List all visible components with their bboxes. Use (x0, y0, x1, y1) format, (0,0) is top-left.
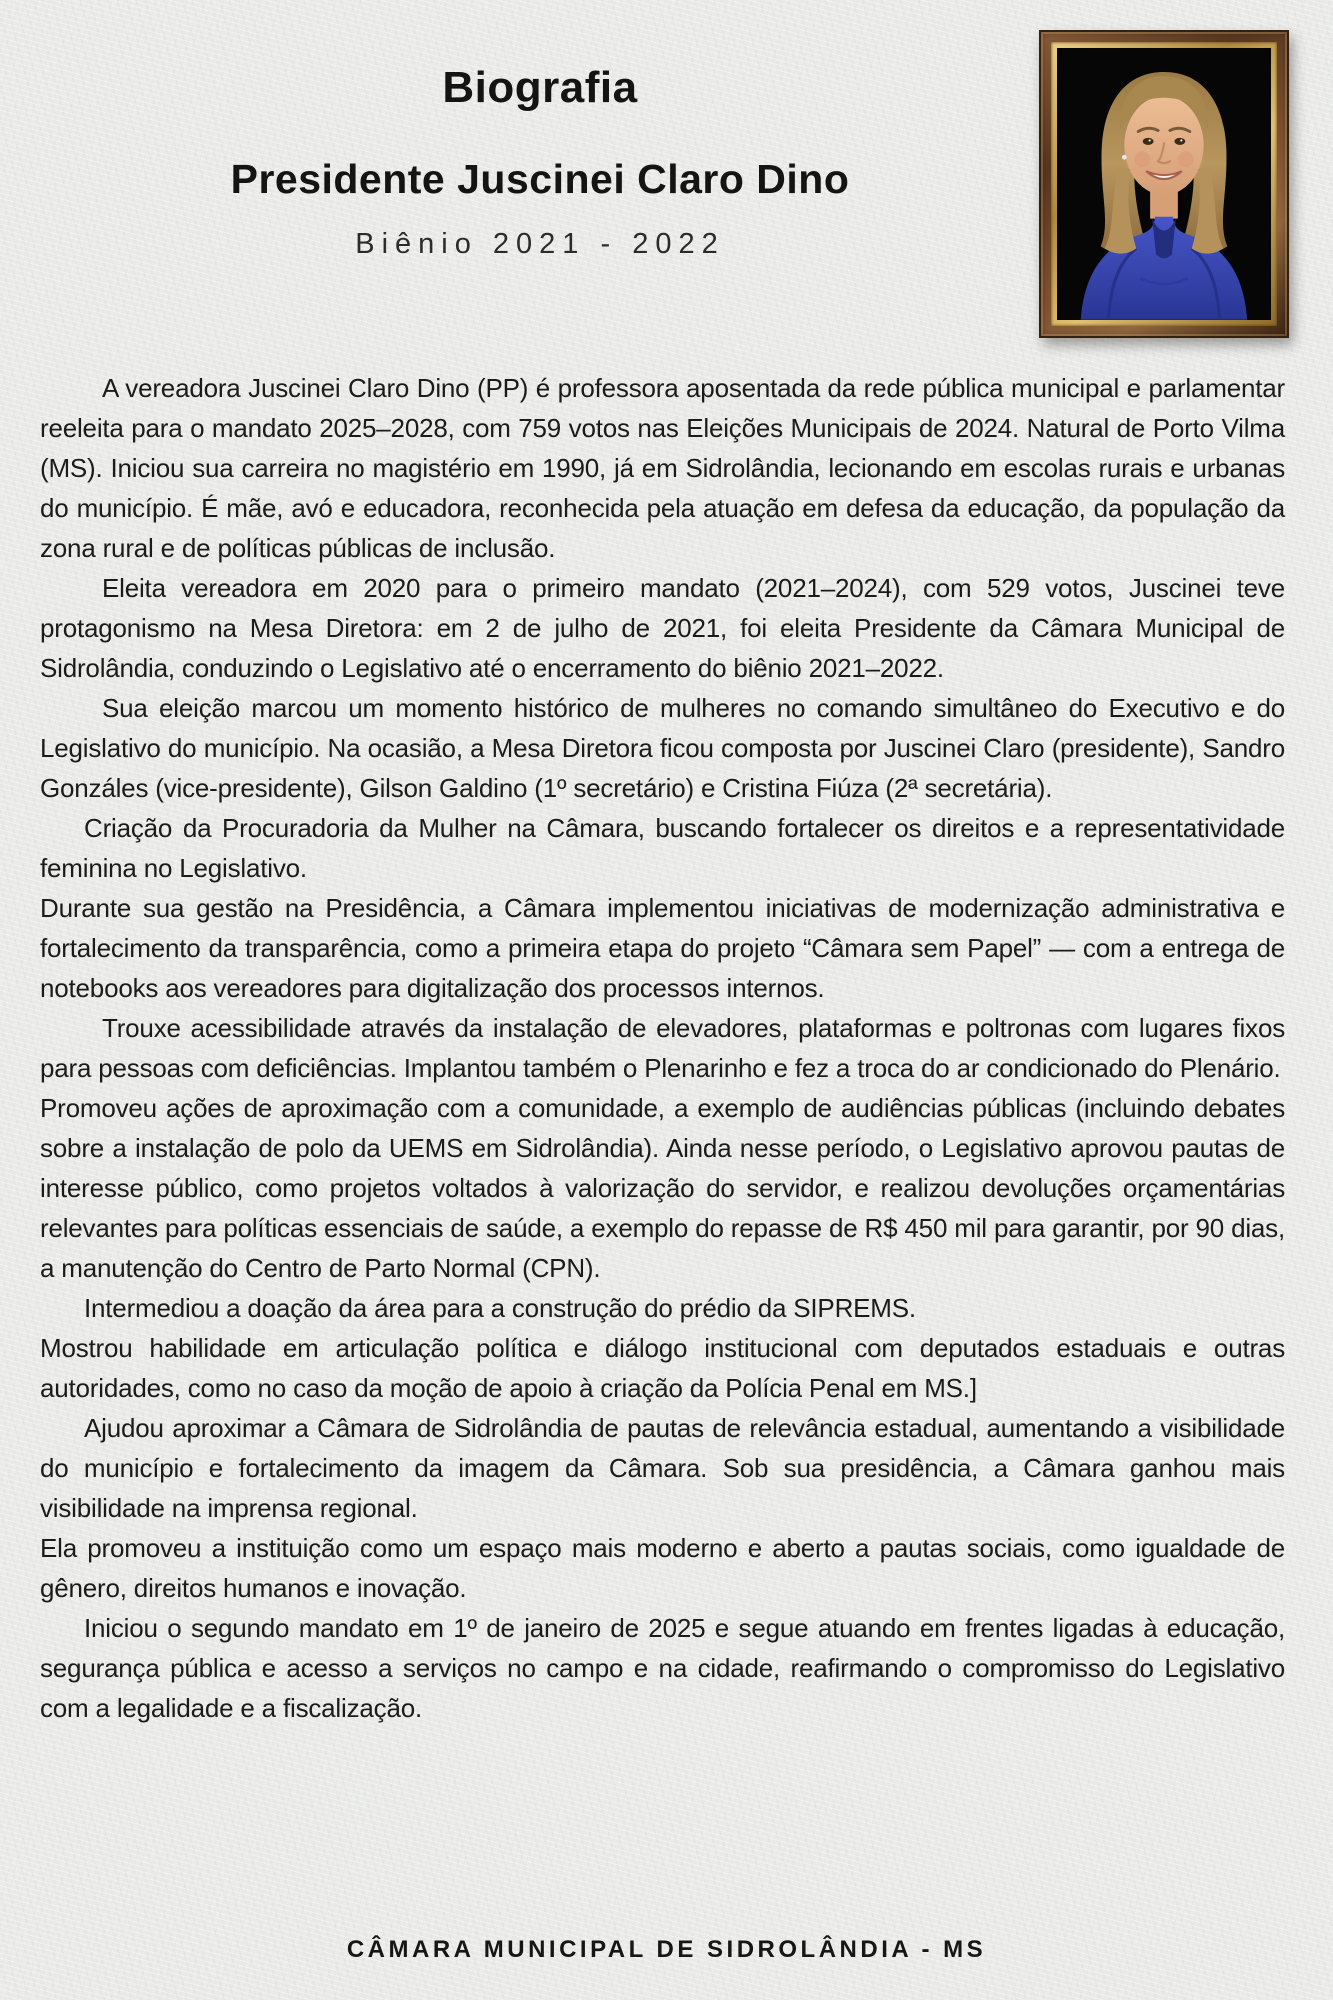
president-name-heading: Presidente Juscinei Claro Dino (230, 156, 850, 202)
bio-paragraph-10: Ajudou aproximar a Câmara de Sidrolândia de pautas de relevância estadual, aumentando a visibilidade do município e fortalecimento da imagem da Câmara. Sob sua presidência, a Câmara ganhou mais visibilidade na imprensa regional. (40, 1413, 1285, 1523)
bio-paragraph-8: Intermediou a doação da área para a construção do prédio da SIPREMS. (84, 1293, 916, 1323)
bio-paragraph-9: Mostrou habilidade em articulação política e diálogo institucional com deputados estaduais e outras autoridades, como no caso da moção de apoio à criação da Polícia Penal em MS.] (40, 1333, 1285, 1403)
bio-paragraph-5: Durante sua gestão na Presidência, a Câmara implementou iniciativas de modernização administrativa e fortalecimento da transparência, como a primeira etapa do projeto “Câmara sem Papel” — com a entrega de notebooks aos vereadores para digitalização dos processos internos. (40, 893, 1285, 1003)
portrait-frame (1039, 30, 1289, 338)
header-text-block (40, 62, 1040, 262)
bio-paragraph-12: Iniciou o segundo mandato em 1º de janeiro de 2025 e segue atuando em frentes ligadas à educação, segurança pública e acesso a serviços no campo e na cidade, reafirmando o compromisso do Legislativo com a legalidade e a fiscalização. (40, 1613, 1285, 1723)
bio-paragraph-4: Criação da Procuradoria da Mulher na Câmara, buscando fortalecer os direitos e a representatividade feminina no Legislativo. (40, 813, 1285, 883)
bio-paragraph-7: Promoveu ações de aproximação com a comunidade, a exemplo de audiências públicas (incluindo debates sobre a instalação de polo da UEMS em Sidrolândia). Ainda nesse período, o Legislativo aprovou pautas de interesse público, como projetos voltados à valorização do servidor, e realizou devoluções orçamentárias relevantes para políticas essenciais de saúde, a exemplo do repasse de R$ 450 mil para garantir, por 90 dias, a manutenção do Centro de Parto Normal (CPN). (40, 1093, 1285, 1283)
bio-paragraph-11: Ela promoveu a instituição como um espaço mais moderno e aberto a pautas sociais, como igualdade de gênero, direitos humanos e inovação. (40, 1533, 1285, 1603)
portrait-gold-liner (1051, 42, 1277, 326)
term-period-label: Biênio 2021 - 2022 (355, 228, 725, 260)
president-portrait (1057, 48, 1271, 320)
page-header (0, 0, 1333, 362)
bio-paragraph-3: Sua eleição marcou um momento histórico de mulheres no comando simultâneo do Executivo e do Legislativo do município. Na ocasião, a Mesa Diretora ficou composta por Juscinei Claro (presidente), Sandro Gonzáles (vice-presidente), Gilson Galdino (1º secretário) e Cristina Fiúza (2ª secretária). (40, 693, 1285, 803)
page-title: Biografia (442, 63, 638, 112)
biography-body (40, 368, 1285, 1728)
bio-paragraph-2: Eleita vereadora em 2020 para o primeiro mandato (2021–2024), com 529 votos, Juscinei teve protagonismo na Mesa Diretora: em 2 de julho de 2021, foi eleita Presidente da Câmara Municipal de Sidrolândia, conduzindo o Legislativo até o encerramento do biênio 2021–2022. (40, 573, 1285, 683)
bio-paragraph-6: Trouxe acessibilidade através da instalação de elevadores, plataformas e poltronas com lugares fixos para pessoas com deficiências. Implantou também o Plenarinho e fez a troca do ar condicionado do Plenário. (40, 1013, 1285, 1083)
footer-institution-label: CÂMARA MUNICIPAL DE SIDROLÂNDIA - MS (346, 1936, 987, 1963)
bio-paragraph-1: A vereadora Juscinei Claro Dino (PP) é professora aposentada da rede pública municipal e parlamentar reeleita para o mandato 2025–2028, com 759 votos nas Eleições Municipais de 2024. Natural de Porto Vilma (MS). Iniciou sua carreira no magistério em 1990, já em Sidrolândia, lecionando em escolas rurais e urbanas do município. É mãe, avó e educadora, reconhecida pela atuação em defesa da educação, da população da zona rural e de políticas públicas de inclusão. (40, 373, 1285, 563)
president-portrait-illustration (1057, 48, 1271, 320)
